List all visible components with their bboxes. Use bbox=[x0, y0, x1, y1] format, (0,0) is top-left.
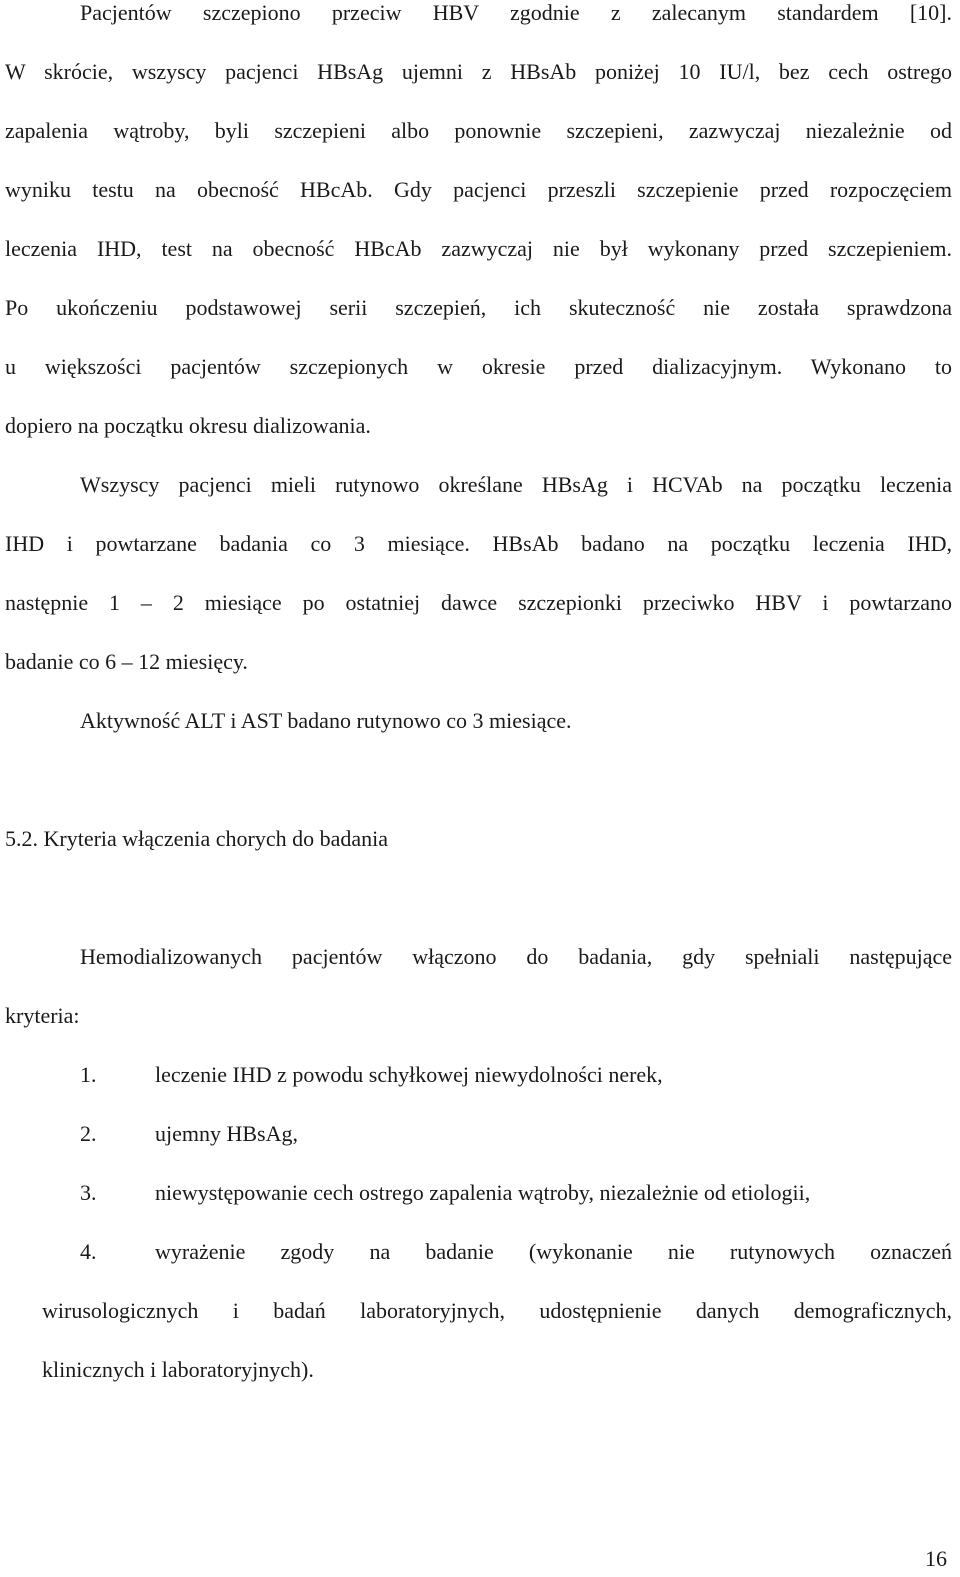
list-item-number: 4. bbox=[80, 1239, 97, 1264]
list-item-text: ujemny HBsAg, bbox=[155, 1121, 298, 1146]
paragraph-line: Wszyscy pacjenci mieli rutynowo określane HBsAg i HCVAb na początku leczenia bbox=[80, 472, 952, 497]
paragraph-line: wyniku testu na obecność HBcAb. Gdy pacjenci przeszli szczepienie przed rozpoczęciem bbox=[5, 177, 952, 202]
criteria-intro-line: kryteria: bbox=[5, 1003, 80, 1028]
paragraph-line: W skrócie, wszyscy pacjenci HBsAg ujemni z HBsAb poniżej 10 IU/l, bez cech ostrego bbox=[5, 59, 952, 84]
paragraph-line: dopiero na początku okresu dializowania. bbox=[5, 413, 371, 438]
paragraph-line: Aktywność ALT i AST badano rutynowo co 3 miesiące. bbox=[80, 708, 572, 733]
page-number: 16 bbox=[925, 1546, 947, 1571]
list-item-text: leczenie IHD z powodu schyłkowej niewydolności nerek, bbox=[155, 1062, 663, 1087]
paragraph-line: IHD i powtarzane badania co 3 miesiące. HBsAb badano na początku leczenia IHD, bbox=[5, 531, 952, 556]
list-item-number: 1. bbox=[80, 1062, 97, 1087]
list-item-number: 2. bbox=[80, 1121, 97, 1146]
list-item-text: wyrażenie zgody na badanie (wykonanie nie rutynowych oznaczeń bbox=[155, 1239, 952, 1264]
list-item-continuation: wirusologicznych i badań laboratoryjnych, udostępnienie danych demograficznych, bbox=[42, 1298, 952, 1323]
criteria-intro-line: Hemodializowanych pacjentów włączono do badania, gdy spełniali następujące bbox=[80, 944, 952, 969]
list-item-continuation: klinicznych i laboratoryjnych). bbox=[42, 1357, 314, 1382]
paragraph-line: Po ukończeniu podstawowej serii szczepień, ich skuteczność nie została sprawdzona bbox=[5, 295, 952, 320]
paragraph-line: zapalenia wątroby, byli szczepieni albo ponownie szczepieni, zazwyczaj niezależnie od bbox=[5, 118, 952, 143]
paragraph-line: leczenia IHD, test na obecność HBcAb zazwyczaj nie był wykonany przed szczepieniem. bbox=[5, 236, 952, 261]
paragraph-line: Pacjentów szczepiono przeciw HBV zgodnie z zalecanym standardem [10]. bbox=[80, 0, 952, 25]
paragraph-line: u większości pacjentów szczepionych w okresie przed dializacyjnym. Wykonano to bbox=[5, 354, 952, 379]
list-item-number: 3. bbox=[80, 1180, 97, 1205]
paragraph-line: badanie co 6 – 12 miesięcy. bbox=[5, 649, 248, 674]
section-heading: 5.2. Kryteria włączenia chorych do badania bbox=[5, 826, 388, 851]
list-item-text: niewystępowanie cech ostrego zapalenia wątroby, niezależnie od etiologii, bbox=[155, 1180, 811, 1205]
paragraph-line: następnie 1 – 2 miesiące po ostatniej dawce szczepionki przeciwko HBV i powtarzano bbox=[5, 590, 952, 615]
